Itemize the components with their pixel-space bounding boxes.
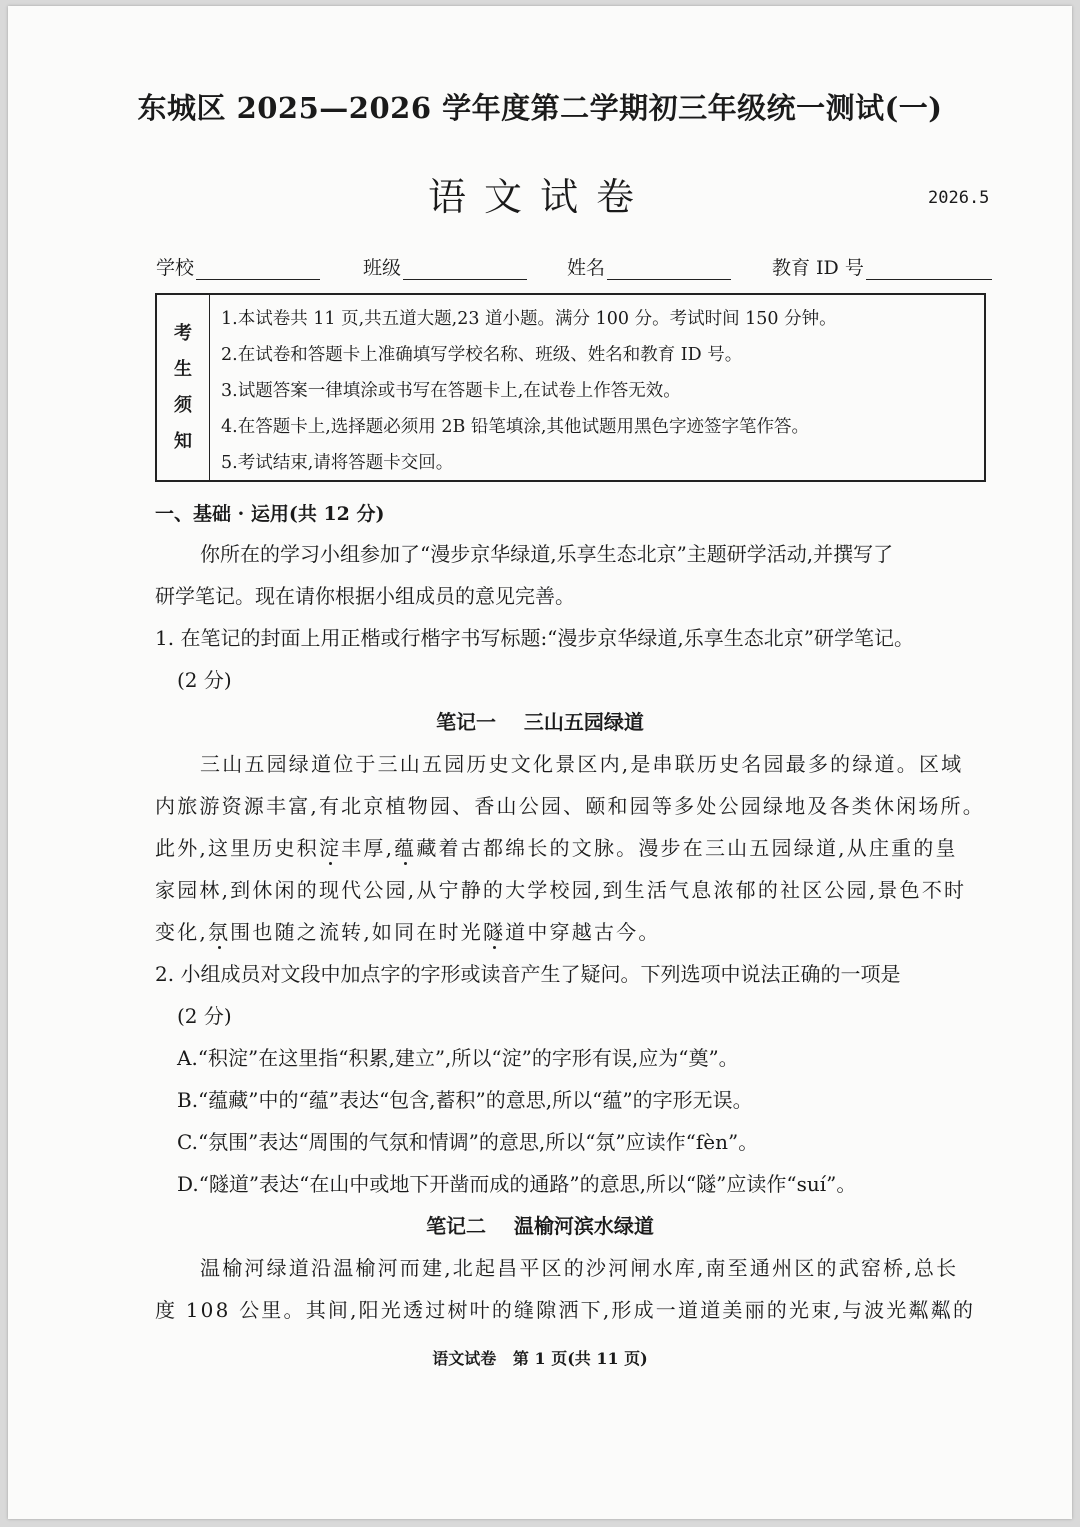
note-1-text: [155, 911, 661, 953]
class-field[interactable]: [363, 253, 527, 280]
notice-item: 3.试题答案一律填涂或书写在答题卡上,在试卷上作答无效。: [221, 381, 681, 401]
option-c[interactable]: C.“氛围”表达“周围的气氛和情调”的意思,所以“氛”应读作“fèn”。: [177, 1130, 759, 1154]
school-label: 学校: [156, 257, 195, 279]
name-label: 姓名: [567, 257, 606, 279]
option-b[interactable]: B.“蕴藏”中的“蕴”表达“包含,蓄积”的意思,所以“蕴”的字形无误。: [177, 1088, 753, 1112]
note-1-title: 笔记一 三山五园绿道: [436, 710, 644, 734]
note-1-text: 三山五园绿道位于三山五园历史文化景区内,是串联历史名园最多的绿道。区域: [200, 752, 964, 776]
candidate-notice-box: [155, 293, 986, 482]
notice-item: 4.在答题卡上,选择题必须用 2B 铅笔填涂,其他试题用黑色字迹签字笔作答。: [221, 417, 809, 437]
text-run: 丰厚,: [341, 836, 395, 860]
dotted-char: 隧: [482, 920, 506, 944]
intro-text: 你所在的学习小组参加了“漫步京华绿道,乐享生态北京”主题研学活动,并撰写了: [200, 542, 894, 566]
notice-list: [221, 301, 837, 481]
notice-label-char: 知: [174, 430, 192, 452]
school-blank[interactable]: [196, 255, 320, 280]
question-2-score: (2 分): [177, 1004, 232, 1028]
dotted-char: 蕴: [394, 836, 417, 860]
option-d[interactable]: D.“隧道”表达“在山中或地下开凿而成的通路”的意思,所以“隧”应读作“suí”。: [177, 1172, 857, 1196]
note-1-text: 内旅游资源丰富,有北京植物园、香山公园、颐和园等多处公园绿地及各类休闲场所。: [155, 794, 985, 818]
note-1-text: [155, 827, 958, 869]
notice-label-char: 须: [174, 394, 192, 416]
text-run: 道中穿越古今。: [505, 920, 661, 944]
question-2: 2. 小组成员对文段中加点字的字形或读音产生了疑问。下列选项中说法正确的一项是: [155, 962, 901, 986]
question-1: 1. 在笔记的封面上用正楷或行楷字书写标题:“漫步京华绿道,乐享生态北京”研学笔记。: [155, 626, 914, 650]
education-id-blank[interactable]: [866, 255, 992, 280]
section-heading: 一、基础 · 运用(共 12 分): [155, 503, 385, 525]
text-run: 变化,: [155, 920, 208, 944]
note-2-text: 温榆河绿道沿温榆河而建,北起昌平区的沙河闸水库,南至通州区的武窑桥,总长: [200, 1256, 959, 1280]
name-field[interactable]: [567, 253, 731, 280]
page-footer: 语文试卷 第 1 页(共 11 页): [432, 1349, 648, 1368]
notice-item: 1.本试卷共 11 页,共五道大题,23 道小题。满分 100 分。考试时间 150 分钟。: [221, 309, 837, 329]
education-id-field[interactable]: [772, 253, 992, 280]
option-a[interactable]: A.“积淀”在这里指“积累,建立”,所以“淀”的字形有误,应为“奠”。: [177, 1046, 739, 1070]
notice-label: [157, 295, 210, 480]
notice-item: 2.在试卷和答题卡上准确填写学校名称、班级、姓名和教育 ID 号。: [221, 345, 743, 365]
dotted-char: 氛: [207, 920, 231, 944]
paper-subject-title: 语文试卷: [427, 175, 652, 219]
class-label: 班级: [363, 257, 402, 279]
name-blank[interactable]: [607, 255, 731, 280]
note-1-text: 家园林,到休闲的现代公园,从宁静的大学校园,到生活气息浓郁的社区公园,景色不时: [155, 878, 967, 902]
text-run: 围也随之流转,如同在时光: [230, 920, 483, 944]
student-info-row: [156, 253, 990, 283]
exam-date: 2026.5: [928, 188, 990, 208]
dotted-char: 淀: [318, 836, 342, 860]
notice-label-char: 生: [174, 358, 192, 380]
notice-label-char: 考: [174, 322, 192, 344]
education-id-label: 教育 ID 号: [772, 257, 864, 279]
school-field[interactable]: [156, 253, 320, 280]
class-blank[interactable]: [403, 255, 527, 280]
exam-header-title: 东城区 2025—2026 学年度第二学期初三年级统一测试(一): [137, 91, 943, 125]
intro-text: 研学笔记。现在请你根据小组成员的意见完善。: [155, 584, 575, 608]
note-2-title: 笔记二 温榆河滨水绿道: [426, 1214, 654, 1238]
question-1-score: (2 分): [177, 668, 232, 692]
note-2-text: 度 108 公里。其间,阳光透过树叶的缝隙洒下,形成一道道美丽的光束,与波光粼粼的: [155, 1298, 976, 1322]
text-run: 藏着古都绵长的文脉。漫步在三山五园绿道,从庄重的皇: [416, 836, 958, 860]
text-run: 此外,这里历史积: [155, 836, 319, 860]
notice-item: 5.考试结束,请将答题卡交回。: [221, 453, 454, 473]
